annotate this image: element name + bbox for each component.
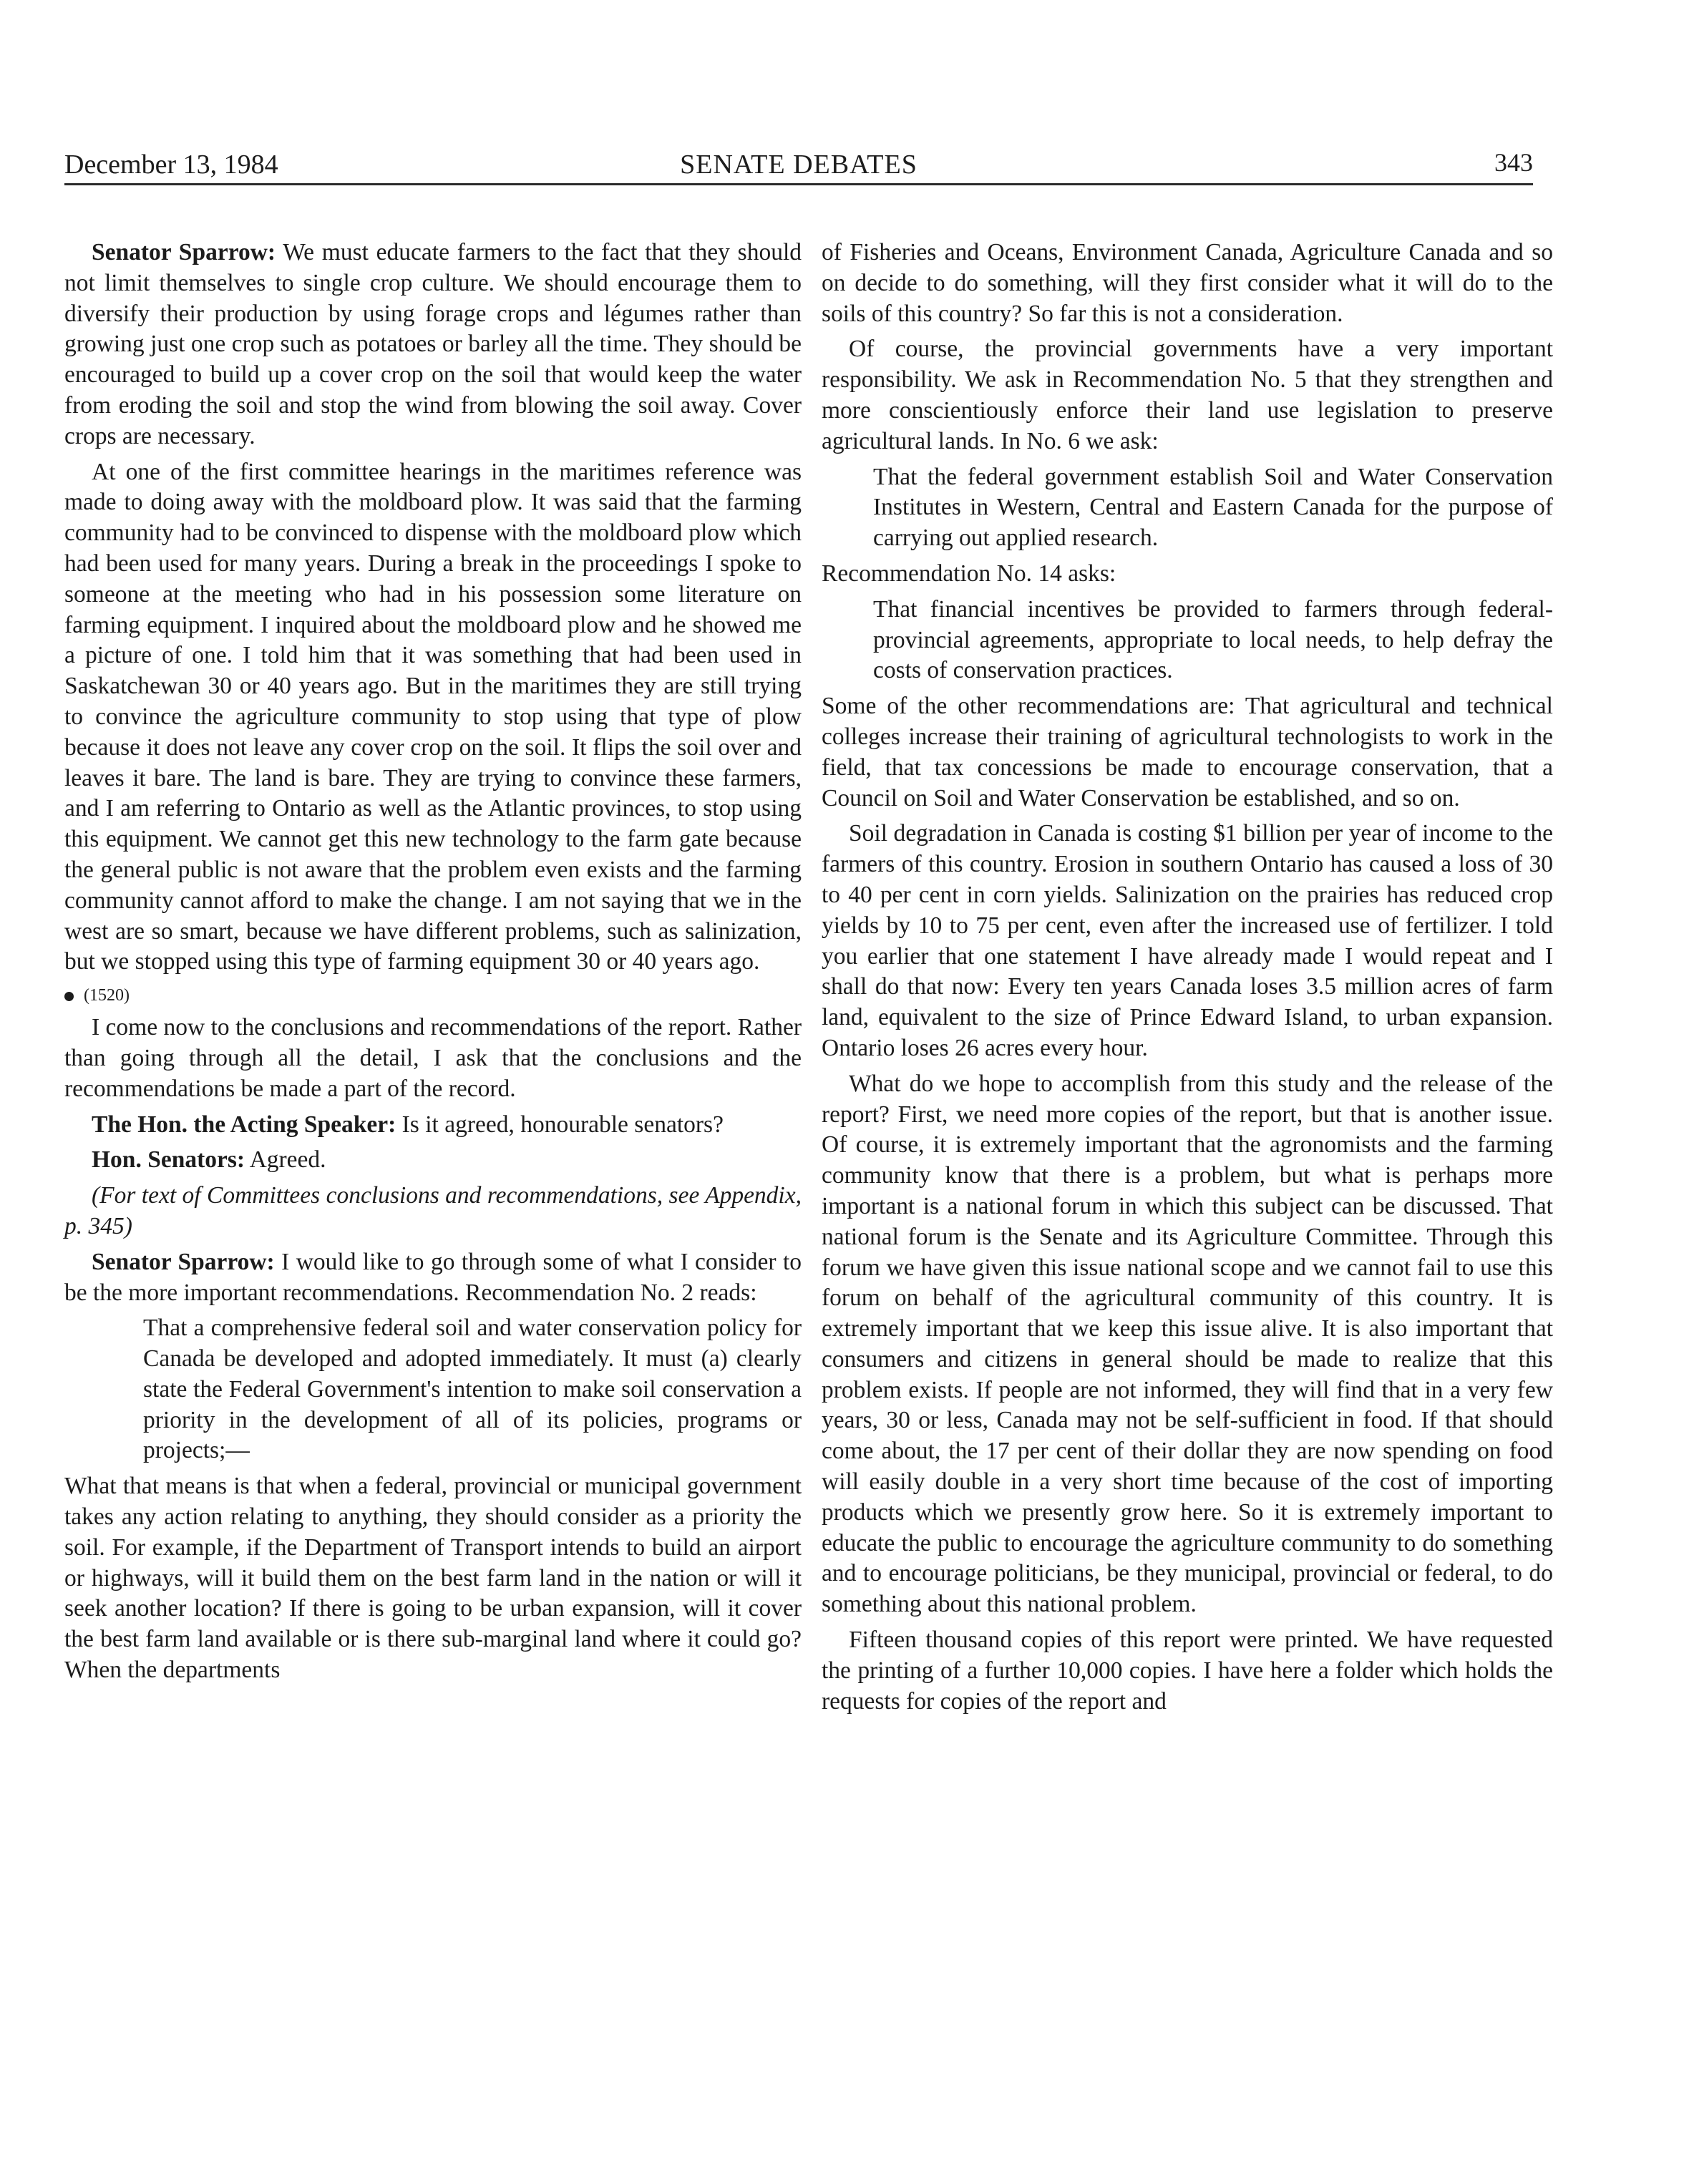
speaker-name: Hon. Senators: [92, 1146, 245, 1174]
paragraph-text: Is it agreed, honourable senators? [396, 1111, 724, 1138]
paragraph: Soil degradation in Canada is costing $1 billion per year of income to the farmers of this country. Erosion in southern Ontario has caused a loss of 30 to 40 per cent in corn yields. Salinization on the prairies has reduced crop yields by 10 to 75 per cent, even after the increased use of fertilizer. I told you earlier that one statement I have already made I would repeat and I shall do that now: Every ten years Canada loses 3.5 million acres of farm land, equivalent to the size of Prince Edward Island, to urban expansion. Ontario loses 26 acres every hour. [822, 820, 1553, 1061]
paragraph: What that means is that when a federal, provincial or municipal government takes any action relating to anything, they should consider as a priority the soil. For example, if the Department of Transport intends to build an airport or highways, will it build them on the best farm land in the nation or will it seek another location? If there is going to be urban expansion, will it cover the best farm land available or is there sub-marginal land where it could go? When the departments [64, 1473, 802, 1684]
paragraph [64, 238, 802, 452]
paragraph [64, 1145, 802, 1176]
paragraph: At one of the first committee hearings in the maritimes reference was made to doing away with the moldboard plow. It was said that the farming community had to be convinced to dispense with the moldboard plow which had been used for many years. During a break in the proceedings I spoke to someone at the meeting who had in his possession some literature on farming equipment. I inquired about the moldboard plow and he showed me a picture of one. I told him that it was something that had been used in Saskatchewan 30 or 40 years ago. But in the maritimes they are still trying to convince the agriculture community to stop using that type of plow because it does not leave any cover crop on the soil. It flips the soil over and leaves it bare. The land is bare. They are trying to convince these farmers, and I am referring to Ontario as well as the Atlantic provinces, to stop using this equipment. We cannot get this new technology to the farm gate because the general public is not aware that the problem even exists and the farming community cannot afford to make the change. I am not saying that we in the west are so smart, because we have different problems, such as salinization, but we stopped using this type of farming equipment 30 or 40 years ago. [64, 458, 802, 975]
page-header [64, 140, 1533, 185]
paragraph-text: We must educate farmers to the fact that they should not limit themselves to single crop culture. We should encourage them to diversify their production by using forage crops and légumes rather than growing just one crop such as potatoes or barley all the time. They should be encouraged to build up a cover crop on the soil that would keep the water from eroding the soil and stop the wind from blowing the soil away. Cover crops are necessary. [64, 239, 802, 449]
time-marker-text: (1520) [84, 986, 130, 1005]
block-quote: That a comprehensive federal soil and water conservation policy for Canada be developed and adopted immediately. It must (a) clearly state the Federal Government's intention to make soil conservation a priority in the development of all of its policies, programs or projects;— [143, 1315, 802, 1464]
paragraph: Recommendation No. 14 asks: [822, 560, 1116, 587]
speaker-name: Senator Sparrow: [92, 1248, 275, 1275]
paragraph: of Fisheries and Oceans, Environment Canada, Agriculture Canada and so on decide to do something, will they first consider what it will do to the soils of this country? So far this is not a consideration. [822, 239, 1553, 327]
italic-note: (For text of Committees conclusions and recommendations, see Appendix, p. 345) [64, 1182, 802, 1239]
paragraph [64, 1110, 802, 1141]
block-quote: That financial incentives be provided to farmers through federal-provincial agreements, appropriate to local needs, to help defray the costs of conservation practices. [873, 595, 1553, 684]
header-date: December 13, 1984 [64, 150, 278, 180]
bullet-icon [64, 992, 74, 1001]
header-title: SENATE DEBATES [680, 150, 917, 180]
paragraph: Fifteen thousand copies of this report were printed. We have requested the printing of a further 10,000 copies. I have here a folder which holds the requests for copies of the report and [822, 1627, 1553, 1715]
time-marker [64, 983, 802, 1008]
speaker-name: The Hon. the Acting Speaker: [92, 1111, 396, 1138]
paragraph-text: I would like to go through some of what I consider to be the more important recommendations. Recommendation No. 2 reads: [64, 1248, 802, 1306]
paragraph [64, 1247, 802, 1309]
paragraph-text: Agreed. [245, 1146, 326, 1174]
paragraph: I come now to the conclusions and recommendations of the report. Rather than going through all the detail, I ask that the conclusions and the recommendations be made a part of the record. [64, 1014, 802, 1102]
paragraph: Some of the other recommendations are: That agricultural and technical colleges increase their training of agricultural technologists to work in the field, that tax concessions be made to encourage conservation, that a Council on Soil and Water Conservation be established, and so on. [822, 693, 1553, 811]
block-quote: That the federal government establish Soil and Water Conservation Institutes in Western, Central and Eastern Canada for the purpose of carrying out applied research. [873, 463, 1553, 552]
paragraph: Of course, the provincial governments have a very important responsibility. We ask in Recommendation No. 5 that they strengthen and more conscientiously enforce their land use legislation to preserve agricultural lands. In No. 6 we ask: [822, 336, 1553, 454]
left-column [64, 238, 802, 1691]
right-column [822, 238, 1553, 1722]
header-page-number: 343 [1494, 148, 1533, 177]
paragraph: What do we hope to accomplish from this study and the release of the report? First, we need more copies of the report, but that is another issue. Of course, it is extremely important that the agronomists and the farming community know that there is a problem, but what is perhaps more important is a national forum in which this subject can be discussed. That national forum is the Senate and its Agriculture Committee. Through this forum we have given this issue national scope and we cannot fail to use this forum on behalf of the agricultural community of this country. It is extremely important that we keep this issue alive. It is also important that consumers and citizens in general should be made to realize that this problem exists. If people are not informed, they will find that in a very few years, 30 or less, Canada may not be self-sufficient in food. If that should come about, the 17 per cent of their dollar they are now spending on food will easily double in a very short time because of the cost of importing products which we presently grow here. So it is extremely important to educate the public to encourage the agriculture community to do something and to encourage politicians, be they municipal, provincial or federal, to do something about this national problem. [822, 1070, 1553, 1618]
speaker-name: Senator Sparrow: [92, 239, 276, 265]
